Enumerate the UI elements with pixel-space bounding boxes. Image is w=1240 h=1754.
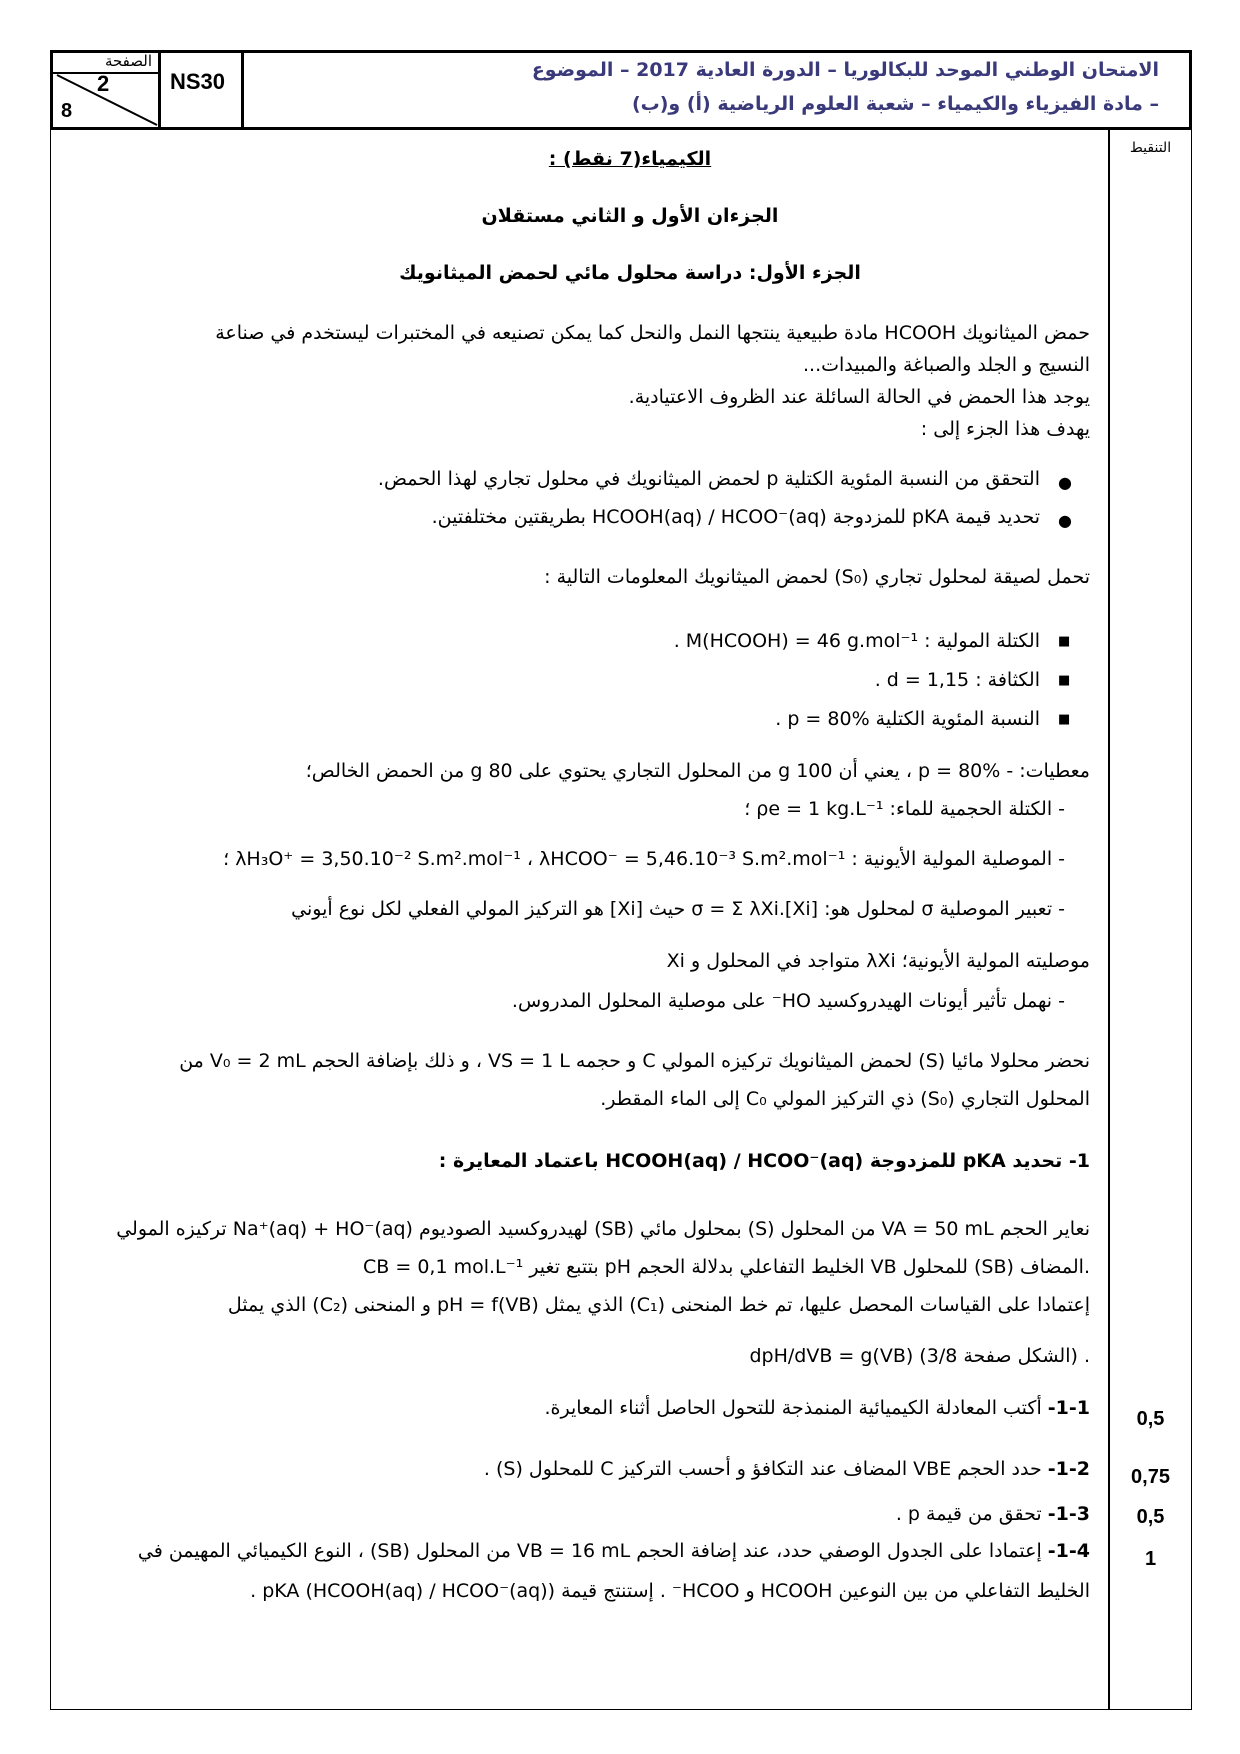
question-text: تحقق من قيمة p .	[895, 1503, 1042, 1525]
exam-header	[50, 50, 1192, 130]
exam-title-box	[247, 53, 1189, 127]
bullet-dot-icon: ●	[1058, 511, 1072, 530]
goal-1: التحقق من النسبة المئوية الكتلية p لحمض الميثانويك في محلول تجاري لهذا الحمض.	[377, 468, 1040, 490]
bullet-square-icon: ■	[1058, 712, 1071, 727]
question-1-2	[484, 1458, 1090, 1480]
q1-line-2: CB = 0,1 mol.L⁻¹ بتتبع تغير pH الخليط التفاعلي بدلالة الحجم VB للمحلول (SB) المضاف.	[363, 1256, 1090, 1278]
question-1-4-continued: الخليط التفاعلي من بين النوعين HCOOH و HCOO⁻ . إستنتج قيمة pKA (HCOOH(aq) / HCOO⁻(aq)) .	[250, 1580, 1090, 1602]
intro-line-3: يوجد هذا الحمض في الحالة السائلة عند الظروف الاعتيادية.	[628, 386, 1090, 408]
question-text: إعتمادا على الجدول الوصفي حدد، عند إضافة الحجم VB = 16 mL من المحلول (SB) ، النوع الكيميائي المهيمن في	[137, 1540, 1042, 1562]
question-text: أكتب المعادلة الكيميائية المنمذجة للتحول الحاصل أثناء المعايرة.	[544, 1397, 1042, 1419]
question-text: حدد الحجم VBE المضاف عند التكافؤ و أحسب التركيز C للمحلول (S) .	[483, 1458, 1042, 1480]
bullet-square-icon: ■	[1058, 634, 1071, 649]
q1-line-1: نعاير الحجم VA = 50 mL من المحلول (S) بمحلول مائي (SB) لهيدروكسيد الصوديوم Na⁺(aq) + HO⁻(aq) تركيزه المولي	[116, 1218, 1090, 1240]
givens-line-6: - نهمل تأثير أيونات الهيدروكسيد HO⁻ على موصلية المحلول المدروس.	[511, 990, 1065, 1012]
page-label: الصفحة	[104, 52, 152, 70]
page-total: 8	[61, 100, 73, 122]
question-1-3	[896, 1503, 1090, 1525]
givens-line-5: Xi متواجد في المحلول و λXi موصليته المولية الأيونية؛	[666, 950, 1090, 972]
question-number: 1-4-	[1047, 1540, 1090, 1562]
question-1-4	[138, 1540, 1090, 1562]
givens-line-2: - الكتلة الحجمية للماء: ρe = 1 kg.L⁻¹ ؛	[744, 798, 1065, 820]
question-number: 1-3-	[1047, 1503, 1090, 1525]
question-1-1	[544, 1397, 1090, 1419]
givens-line-4: - تعبير الموصلية σ لمحلول هو: σ = Σ λXi.[Xi] حيث [Xi] هو التركيز المولي الفعلي لكل نوع أيوني	[291, 898, 1065, 920]
question-number: 1-2-	[1047, 1458, 1090, 1480]
bullet-square-icon: ■	[1058, 673, 1071, 688]
exam-code-box	[164, 53, 244, 127]
points-1-1: 0,5	[1136, 1408, 1165, 1430]
part-title: الجزء الأول: دراسة محلول مائي لحمض الميثانويك	[399, 262, 861, 284]
bullet-dot-icon: ●	[1058, 473, 1072, 492]
exam-title-line1: الامتحان الوطني الموحد للبكالوريا – الدورة العادية 2017 – الموضوع	[531, 59, 1159, 81]
section-subtitle: الجزءان الأول و الثاني مستقلان	[481, 205, 779, 227]
label-intro: تحمل لصيقة لمحلول تجاري (S₀) لحمض الميثانويك المعلومات التالية :	[544, 566, 1090, 588]
q1-line-3: إعتمادا على القياسات المحصل عليها، تم خط المنحنى (C₁) الذي يمثل pH = f(VB) و المنحنى (C₂) الذي يمثل	[227, 1294, 1090, 1316]
label-item-percentage: النسبة المئوية الكتلية p = 80% .	[775, 708, 1040, 730]
intro-line-4: يهدف هذا الجزء إلى :	[920, 418, 1090, 440]
q1-line-4: dpH/dVB = g(VB) (الشكل صفحة 3/8) .	[749, 1345, 1090, 1367]
points-1-4: 1	[1144, 1548, 1157, 1570]
grade-column-header: التنقيط	[1129, 140, 1172, 156]
q1-title: 1- تحديد pKA للمزدوجة HCOOH(aq) / HCOO⁻(aq) باعتماد المعايرة :	[438, 1150, 1090, 1172]
page-number: 2	[97, 71, 110, 96]
question-number: 1-1-	[1047, 1397, 1090, 1419]
exam-code: NS30	[170, 69, 226, 94]
prep-line-1: نحضر محلولا مائيا (S) لحمض الميثانويك تركيزه المولي C و حجمه VS = 1 L ، و ذلك بإضافة الحجم V₀ = 2 mL من	[179, 1050, 1090, 1072]
label-item-density: الكثافة : d = 1,15 .	[874, 669, 1040, 691]
section-title: الكيمياء(7 نقط) :	[548, 148, 712, 170]
points-1-3: 0,5	[1136, 1506, 1165, 1528]
points-1-2: 0,75	[1131, 1466, 1170, 1488]
grade-column-divider	[1108, 130, 1110, 1710]
intro-line-2: النسيج و الجلد والصباغة والمبيدات...	[803, 354, 1090, 376]
label-item-molar-mass: الكتلة المولية : M(HCOOH) = 46 g.mol⁻¹ .	[673, 630, 1040, 652]
givens-line-1: معطيات: - p = 80% ، يعني أن 100 g من المحلول التجاري يحتوي على 80 g من الحمض الخالص؛	[305, 760, 1090, 782]
exam-title-line2: – مادة الفيزياء والكيمياء – شعبة العلوم الرياضية (أ) و(ب)	[631, 93, 1159, 115]
page-number-box	[53, 53, 161, 127]
intro-line-1: حمض الميثانويك HCOOH مادة طبيعية ينتجها النمل والنحل كما يمكن تصنيعه في المختبرات ليستخدم في صناعة	[215, 322, 1090, 344]
prep-line-2: المحلول التجاري (S₀) ذي التركيز المولي C₀ إلى الماء المقطر.	[600, 1088, 1090, 1110]
givens-line-3: - الموصلية المولية الأيونية : λH₃O⁺ = 3,50.10⁻² S.m².mol⁻¹ ، λHCOO⁻ = 5,46.10⁻³ S.m².mol⁻¹ ؛	[223, 848, 1065, 870]
goal-2: تحديد قيمة pKA للمزدوجة HCOOH(aq) / HCOO⁻(aq) بطريقتين مختلفتين.	[431, 506, 1040, 528]
